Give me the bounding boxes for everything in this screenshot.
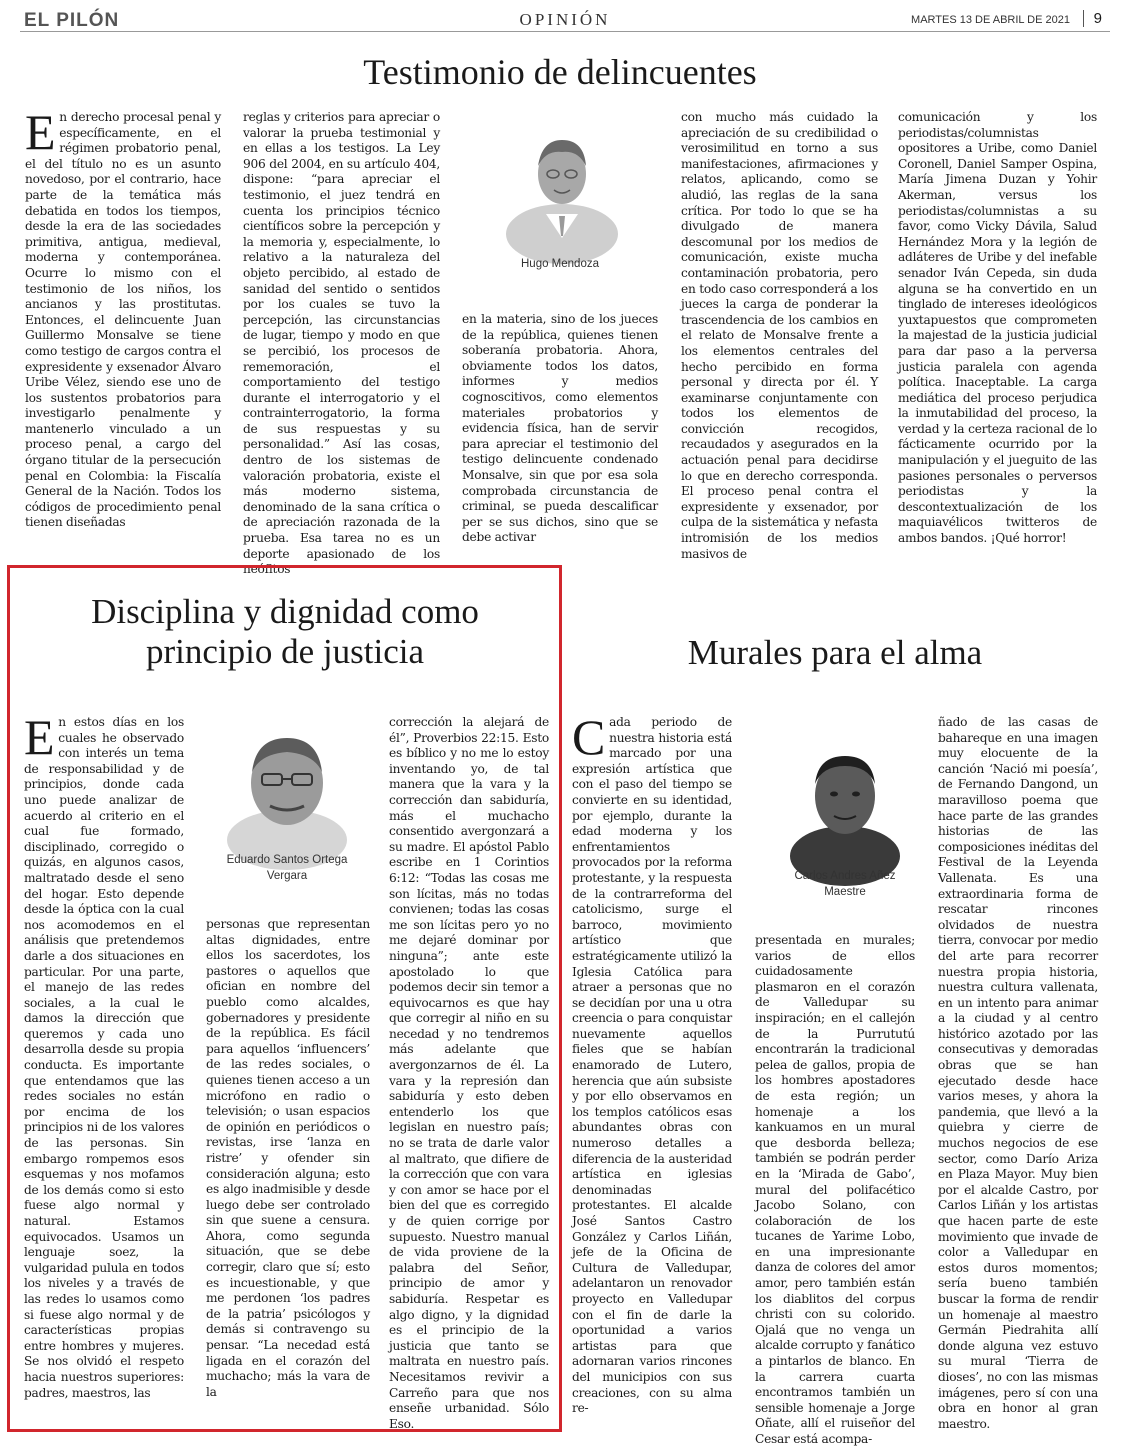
author-name-line-1: Carlos Andres Añez <box>794 870 896 882</box>
article1-text-4: con mucho más cuidado la apreciación de su credibilidad o verosimilitud en torno a sus manifestaciones, afirmaciones y relatos, aplicando, como se aludió, las reglas de la sana crítica. Por todo lo que se ha divulgado de manera descomunal por los medios de comunicación, existe mucha contaminación probatoria, pero en todo caso corresponderá a los jueces la carga de ponderar la trascendencia de los cambios en el relato de Monsalve frente a los elementos centrales del hecho percibido en forma personal y directa por él. Y examinarse conjuntamente con todos los elementos de convicción recogidos, recaudados y asegurados en la actuación penal para decidirse lo que en derecho corresponda. El proceso penal contra el expresidente y exsenador, por culpa de la sistemática y nefasta intromisión de los medios masivos de <box>681 110 878 561</box>
article-title-murales: Murales para el alma <box>687 633 983 672</box>
article1-text-5: comunicación y los periodistas/columnistas opositores a Uribe, como Daniel Coronell, Daniel Samper Ospina, María Jimena Duzan y Yohir Akerman, versus los periodistas/columnistas a su favor, como Vicky Dávila, Salud Hernández Mora y la legión de adláteres de Uribe y del inefable senador Iván Cepeda, sin duda alguna se ha convertido en un tinglado de intereses ideológicos yuxtapuestos que comprometen la majestad de la justicia judicial para dar paso a la perversa justicia paralela con agenda política. Inaceptable. La carga mediática del proceso perjudica la inmutabilidad del proceso, la verdad y la certeza racional de lo fácticamente ocurrido por la manipulación y el jueguito de las pasiones personales o perversos periodistas y la descontextualización de los maquiavélicos twitteros de ambos bandos. ¡Qué horror! <box>898 110 1097 546</box>
title-line-1: Disciplina y dignidad como <box>91 592 479 631</box>
article3-column-3 <box>938 715 1098 1431</box>
article1-column-2 <box>243 110 440 577</box>
dropcap: C <box>572 709 606 765</box>
article1-column-3 <box>462 312 658 545</box>
article2-text-1: n estos días en los cuales he observado con interés un tema de responsabilidad y de principios, donde cada uno puede analizar de acuerdo al criterio en el cual fue formado, disciplinado, corregido o quizás, en algunos casos, maltratado desde el seno del hogar. Esto depende desde la óptica con la cual nos acomodemos en el análisis que pretendemos darle a dos situaciones en particular. Por una parte, el manejo de las redes sociales, a la cual le damos la dirección que queremos y cada uno desarrolla desde su propia conducta. Es importante que entendamos que las redes sociales no están por encima de los principios ni de los valores de las personas. Sin embargo rompemos esos esquemas y nos mofamos de los demás como si esto fuese algo normal y natural. Estamos equivocados. Usamos un lenguaje soez, la vulgaridad pulula en todos los niveles y a través de las redes lo usamos como si fuese algo normal y de características propias entre hombres y mujeres. Se nos olvidó el respeto hacia nuestros superiores: padres, maestros, las <box>24 715 184 1400</box>
article2-column-3 <box>389 715 549 1431</box>
article1-column-4 <box>681 110 878 561</box>
issue-date: MARTES 13 DE ABRIL DE 2021 <box>911 14 1070 26</box>
article2-text-3: corrección la alejará de él”, Proverbios 22:15. Esto es bíblico y no me lo estoy inventando yo, de tal manera que la vara y la corrección dan sabiduría, más el muchacho consentido avergonzará a su madre. El apóstol Pablo escribe en 1 Corintios 6:12: “Todas las cosas me son lícitas, más no todas convienen; todas las cosas me son lícitas pero yo no me dejaré dominar por ninguna”; ante este apostolado lo que podemos decir sin temor a equivocarnos es que hay que corregir al niño en su necedad y no tendremos más adelante que avergonzarnos de él. La vara y la represión dan sabiduría y esto deben entenderlo los que legislan en nuestro país; no se trata de darle valor al maltrato, que difiere de la corrección que con vara y con amor se hace por el bien del que es corregido y de quien corrige por supuesto. Nuestro manual de vida proviene de la palabra del Señor, principio de amor y sabiduría. Respetar es algo digno, y la dignidad es el principio de la justicia que tanto se maltrata en nuestro país. Necesitamos revivir a Carreño para que nos enseñe urbanidad. Sólo Eso. <box>389 715 549 1431</box>
article1-text-3: en la materia, sino de los jueces de la república, quienes tienen soberanía probatoria. Ahora, obviamente todos los datos, informes y medios cognoscitivos, como elementos materiales probatorios y evidencia física, han de servir para apreciar el testimonio del testigo delincuente condenado Monsalve, sin que por esa sola comprobada circunstancia de criminal, se pueda descalificar per se sus dichos, sino que se debe activar <box>462 312 658 545</box>
author-photo-eduardo-santos <box>222 728 352 840</box>
author-name-line-1: Eduardo Santos Ortega <box>226 854 348 866</box>
author-name-line-2: Maestre <box>824 886 866 898</box>
article2-column-2 <box>206 917 370 1420</box>
article3-text-1: ada periodo de nuestra historia está marcado por una expresión artística que con el paso del tiempo se convierte en su identidad, por ejemplo, durante la edad moderna y los enfrentamientos provocados por la reforma protestante, y la respuesta de la contrarreforma del catolicismo, surge el barroco, movimiento artístico que estratégicamente utilizó la Iglesia Católica para atraer a personas que no se decidían por una u otra creencia o para conquistar nuevamente aquellos fieles que se habían enamorado de Lutero, herencia que aún subsiste y por ello observamos en los templos católicos esas abundantes obras con numeroso detalles a diferencia de la austeridad artística en iglesias denominadas protestantes. El alcalde José Santos Castro González y Carlos Liñán, jefe de la Oficina de Cultura de Valledupar, adelantaron un renovador proyecto en Valledupar con el fin de darle la oportunidad a varios artistas para que adornaran varios rincones del municipios con sus creaciones, con su alma re- <box>572 715 732 1416</box>
article2-text-2: personas que representan altas dignidades, entre ellos los sacerdotes, los pastores o aquellos que ofician en nombre del pueblo como alcaldes, gobernadores y presidente de la república. Es fácil para aquellos ‘influencers’ de las redes sociales, o quienes tienen acceso a un micrófono en radio o televisión; o usan espacios de opinión en periódicos o revistas, irse ‘lanza en ristre’ y ofender sin consideración alguna; esto es algo inadmisible y desde luego debe ser controlado sin que suene a censura. Ahora, como segunda situación, que se debe corregir, claro que sí; esto es incuestionable, y que me perdonen ‘los padres de la patria’ psicólogos y demás si contravengo su pensar. “La necedad está ligada en el corazón del muchacho; más la vara de la <box>206 917 370 1399</box>
article-title-testimonio: Testimonio de delincuentes <box>363 52 757 92</box>
author-name-eduardo-santos <box>212 852 362 884</box>
page-header <box>20 8 1110 32</box>
page-number: 9 <box>1083 10 1102 27</box>
article1-text-1: n derecho procesal penal y específicamente, en el régimen probatorio penal, el del título no es un asunto novedoso, por el contrario, hace parte de la temática más debatida en todos los tiempos, desde la era de las sociedades primitiva, antigua, medieval, moderna y contemporánea. Ocurre lo mismo con el testimonio de los niños, los ancianos y las prostitutas. Entonces, el delincuente Juan Guillermo Monsalve se tiene como testigo de cargos contra el expresidente y exsenador Álvaro Uribe Vélez, siendo ese uno de los sustentos probatorios para investigarlo penalmente y mantenerlo vinculado a un proceso penal, a cargo del órgano titular de la persecución penal en Colombia: la Fiscalía General de la Nación. Todos los códigos de procedimiento penal tienen diseñadas <box>25 110 221 530</box>
article3-text-3: ñado de las casas de bahareque en una imagen muy elocuente de la canción ‘Nació mi poesía’, de Fernando Dangond, un maravilloso poema que hace parte de las grandes historias de las composiciones inéditas del Festival de la Leyenda Vallenata. Es una extraordinaria forma de rescatar rincones olvidados de nuestra tierra, convocar por medio del arte para recorrer nuestra propia historia, nuestra cultura vallenata, en un intento para animar a la ciudad y al centro histórico azotado por las consecutivas y demoradas obras que se han ejecutado desde hace varios meses, y ahora la pandemia, que llevó a la quiebra y cierre de muchos negocios de ese sector, como Darío Ariza en Plaza Mayor. Muy bien por el alcalde Castro, por Carlos Liñán y los artistas que hacen parte de este movimiento que invade de color a Valledupar en estos duros momentos; sería bueno también buscar la forma de rendir un homenaje al maestro Germán Piedrahita allí donde alguna vez estuvo su mural ‘Tierra de dioses’, no con las mismas imágenes, pero sí con una obra en honor al gran maestro. <box>938 715 1098 1431</box>
author-name-line-2: Vergara <box>266 870 308 882</box>
article3-column-1 <box>572 709 732 1420</box>
author-name-hugo-mendoza: Hugo Mendoza <box>521 258 599 270</box>
section-name: OPINIÓN <box>519 10 611 29</box>
author-photo-carlos-anez <box>790 744 900 856</box>
article2-column-1 <box>24 709 184 1420</box>
dropcap: E <box>24 709 55 765</box>
article-title-disciplina <box>30 592 540 672</box>
article1-column-1 <box>25 104 221 540</box>
author-photo-hugo-mendoza <box>502 126 622 238</box>
title-line-2: principio de justicia <box>146 632 424 671</box>
author-name-carlos-anez <box>770 868 920 900</box>
article1-column-5 <box>898 110 1097 546</box>
article3-column-2 <box>755 933 915 1446</box>
article3-text-2: presentada en murales; varios de ellos cuidadosamente plasmaron en el corazón de Valledupar su inspiración; en el callejón de la Purrututú encontrarán la tradicional pelea de gallos, propia de los hombres apostadores de esta región; un homenaje a los kankuamos en un mural que desborda belleza; también se podrán perder en la ‘Mirada de Gabo’, mural del polifacético Jacobo Solano, con colaboración de los tucanes de Yarime Lobo, en una impresionante danza de colores del amor amor, pero también están los diablitos del corpus christi con su colorido. Ojalá que no venga un alcalde corrupto y fanático a pintarlos de blanco. En la carrera cuarta encontramos también un sensible homenaje a Jorge Oñate, allí el ruiseñor del Cesar está acompa- <box>755 933 915 1446</box>
dropcap: E <box>25 104 56 160</box>
article1-text-2: reglas y criterios para apreciar o valorar la prueba testimonial y en ellas a los testigos. La Ley 906 del 2004, en su artículo 404, dispone: “para apreciar el testimonio, el juez tendrá en cuenta los principios técnico científicos sobre la percepción y la memoria y, especialmente, lo relativo a la naturaleza del objeto percibido, al estado de sanidad del sentido o sentidos por los cuales se tuvo la percepción, las circunstancias de lugar, tiempo y modo en que se percibió, los procesos de rememoración, el comportamiento del testigo durante el interrogatorio y el contrainterrogatorio, la forma de sus respuestas y su personalidad.” Así las cosas, dentro de los sistemas de valoración probatoria, existe el más moderno sistema, denominado de la sana crítica o de apreciación razonada de la prueba. Esa tarea no es un deporte apasionado de los neófitos <box>243 110 440 577</box>
newspaper-logo: EL PILÓN <box>24 10 120 31</box>
